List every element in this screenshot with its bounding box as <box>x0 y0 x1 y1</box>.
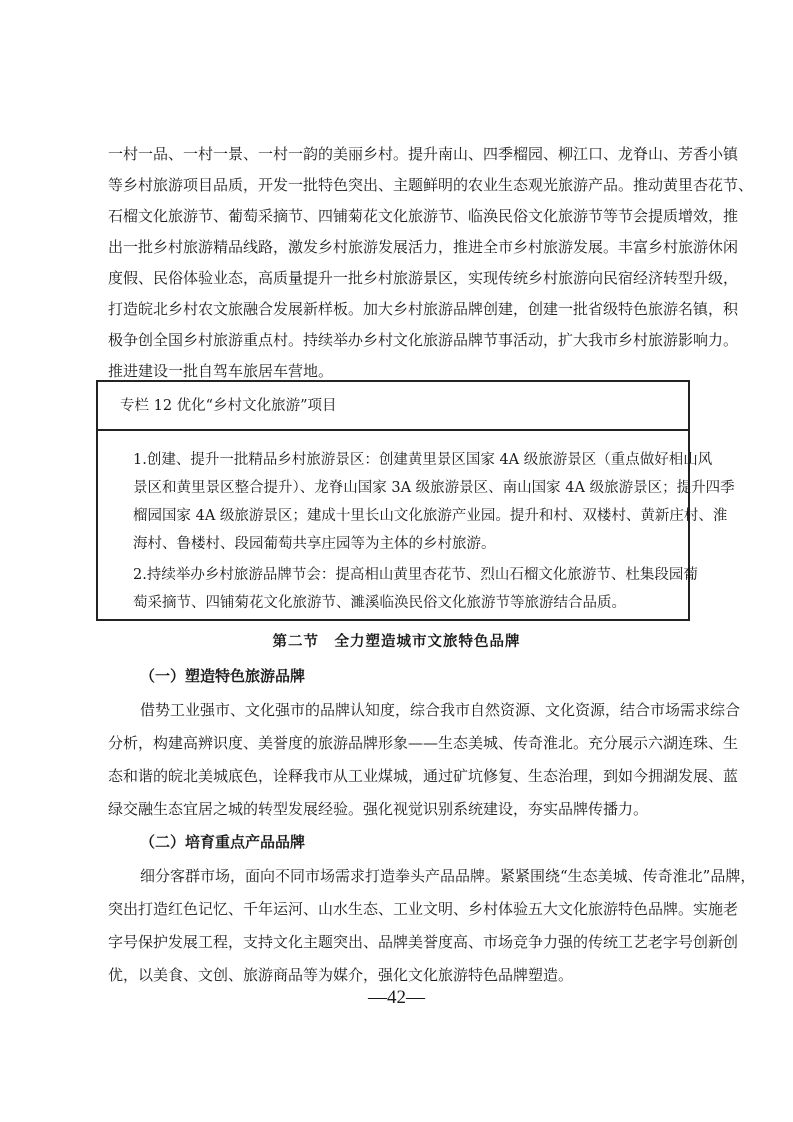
box-line: 萄采摘节、四铺菊花文化旅游节、濉溪临涣民俗文化旅游节等旅游结合品质。 <box>133 595 626 611</box>
body-line: 石榴文化旅游节、葡萄采摘节、四铺菊花文化旅游节、临涣民俗文化旅游节等节会提质增效，推 <box>108 207 739 225</box>
body-line: 绿交融生态宜居之城的转型发展经验。强化视觉识别系统建设，夯实品牌传播力。 <box>108 800 649 818</box>
body-line: 字号保护发展工程，支持文化主题突出、品牌美誉度高、市场竞争力强的传统工艺老字号创新创 <box>108 933 739 951</box>
body-line: 态和谐的皖北美城底色，诠释我市从工业煤城，通过矿坑修复、生态治理，到如今拥湖发展、蓝 <box>108 767 739 785</box>
body-line: 极争创全国乡村旅游重点村。持续举办乡村文化旅游品牌节事活动，扩大我市乡村旅游影响力。 <box>108 331 739 349</box>
body-line: 突出打造红色记忆、千年运河、山水生态、工业文明、乡村体验五大文化旅游特色品牌。实施老 <box>108 900 739 918</box>
subsection-heading: （二）培育重点产品品牌 <box>140 833 306 851</box>
body-line: 分析，构建高辨识度、美誉度的旅游品牌形象——生态美城、传奇淮北。充分展示六湖连珠、生 <box>108 734 739 752</box>
project-box <box>96 380 735 621</box>
body-line: 出一批乡村旅游精品线路，激发乡村旅游发展活力，推进全市乡村旅游发展。丰富乡村旅游休闲 <box>108 238 739 256</box>
body-line: 等乡村旅游项目品质，开发一批特色突出、主题鲜明的农业生态观光旅游产品。推动黄里杏花节、 <box>108 176 754 194</box>
box-line: 2.持续举办乡村旅游品牌节会：提高相山黄里杏花节、烈山石榴文化旅游节、杜集段园葡 <box>133 567 698 583</box>
section-title: 第二节 全力塑造城市文旅特色品牌 <box>272 633 521 650</box>
body-line: 细分客群市场，面向不同市场需求打造拳头产品品牌。紧紧围绕“生态美城、传奇淮北”品牌， <box>140 867 756 885</box>
body-line: 打造皖北乡村农文旅融合发展新样板。加大乡村旅游品牌创建，创建一批省级特色旅游名镇，积 <box>108 300 739 318</box>
box-line: 景区和黄里景区整合提升）、龙脊山国家 3A 级旅游景区、南山国家 4A 级旅游景区；提升四季 <box>133 480 735 496</box>
body-line: 一村一品、一村一景、一村一韵的美丽乡村。提升南山、四季榴园、柳江口、龙脊山、芳香小镇 <box>108 145 739 163</box>
body-line: 借势工业强市、文化强市的品牌认知度，综合我市自然资源、文化资源，结合市场需求综合 <box>140 701 741 719</box>
page-number: —42— <box>368 987 425 1008</box>
box-line: 1.创建、提升一批精品乡村旅游景区：创建黄里景区国家 4A 级旅游景区（重点做好相山风 <box>133 452 713 468</box>
box-line: 海村、鲁楼村、段园葡萄共享庄园等为主体的乡村旅游。 <box>133 536 496 552</box>
body-line: 度假、民俗体验业态，高质量提升一批乡村旅游景区，实现传统乡村旅游向民宿经济转型升级， <box>108 269 739 287</box>
box-divider <box>98 429 688 431</box>
box-title: 专栏 12 优化“乡村文化旅游”项目 <box>120 398 337 414</box>
body-line: 优，以美食、文创、旅游商品等为媒介，强化文化旅游特色品牌塑造。 <box>108 966 574 984</box>
subsection-heading: （一）塑造特色旅游品牌 <box>140 667 306 685</box>
box-line: 榴园国家 4A 级旅游景区；建成十里长山文化旅游产业园。提升和村、双楼村、黄新庄村、淮 <box>133 508 728 524</box>
body-line: 推进建设一批自驾车旅居车营地。 <box>108 362 334 380</box>
